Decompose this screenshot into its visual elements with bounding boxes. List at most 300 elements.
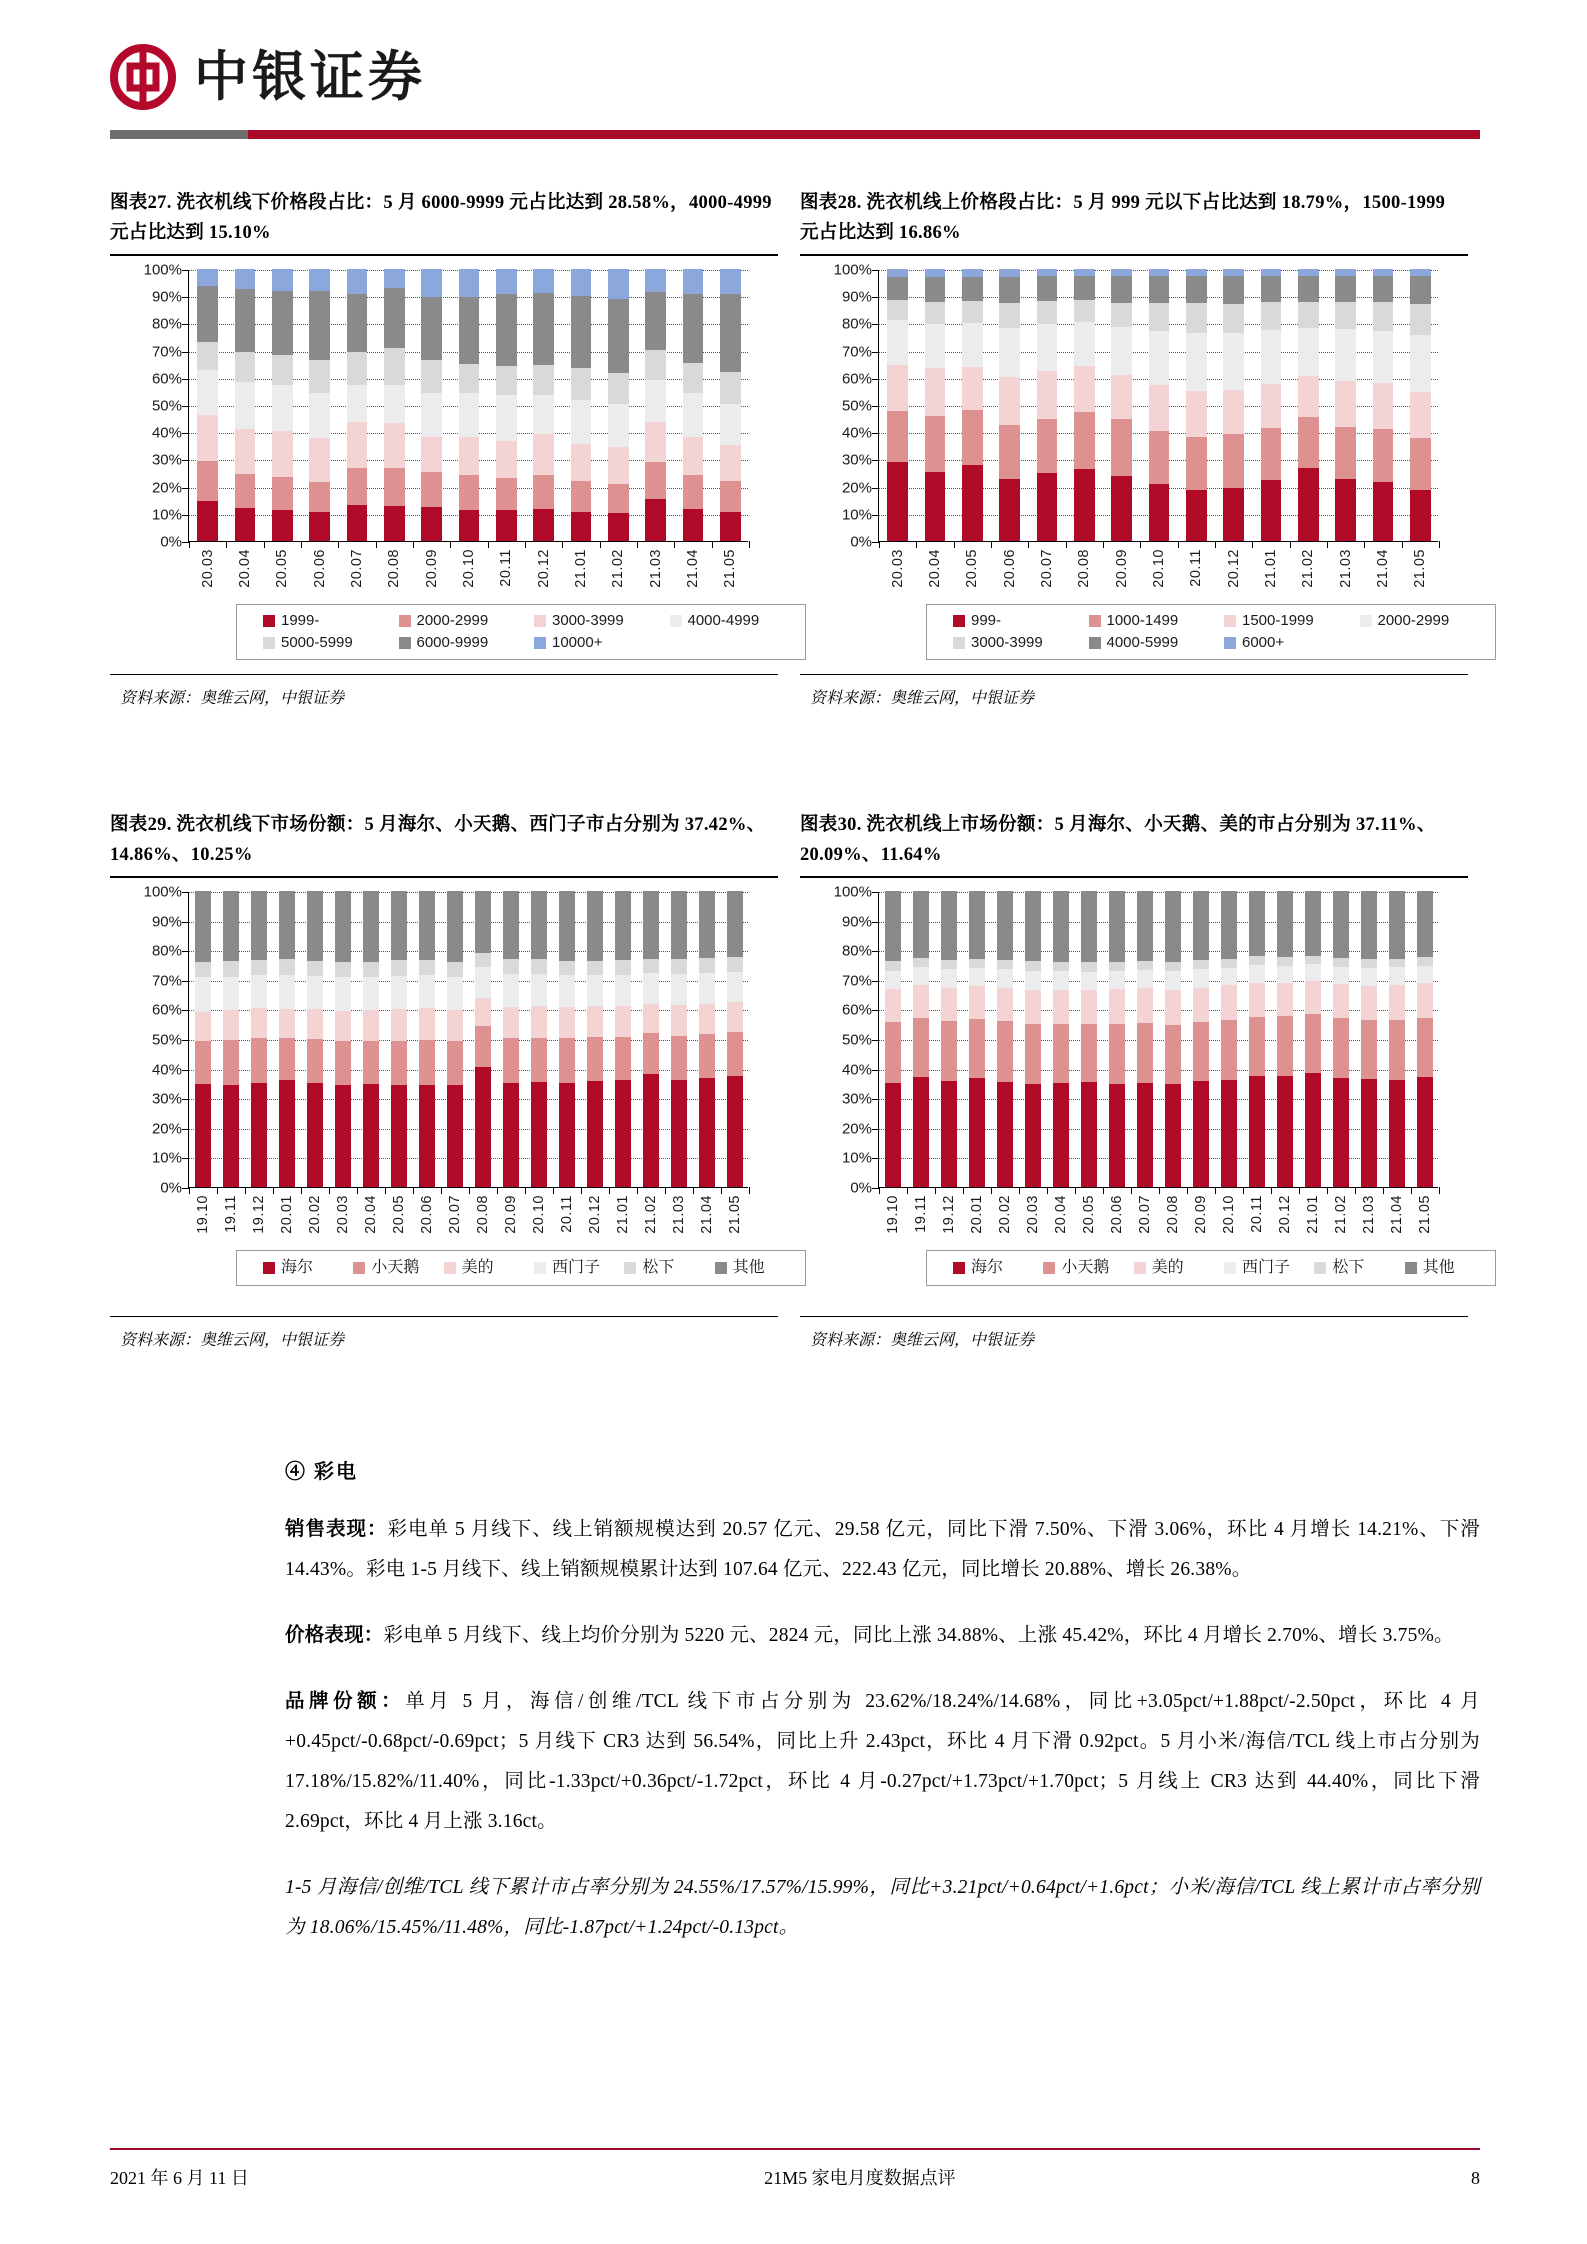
bar-segment	[1137, 891, 1153, 961]
bar-segment	[587, 975, 603, 1006]
gridline	[189, 951, 748, 952]
x-axis-tick-label: 21.02	[1300, 549, 1317, 588]
legend-swatch-icon	[1089, 615, 1101, 627]
y-axis-tick-label: 50%	[841, 397, 872, 415]
legend-item	[1089, 610, 1225, 632]
x-axis-tick-label: 21.04	[1375, 549, 1391, 588]
bar-segment	[1389, 1020, 1405, 1080]
legend-item	[534, 610, 670, 632]
x-axis-tick-label: 21.04	[699, 1195, 715, 1234]
y-axis-tick-label: 50%	[841, 1031, 872, 1049]
y-tick-mark	[182, 515, 189, 516]
bar-segment	[1249, 891, 1265, 956]
x-tick-mark	[1103, 1187, 1104, 1194]
legend-item	[1224, 610, 1360, 632]
stacked-bar	[1305, 891, 1321, 1187]
bar-segment	[1373, 276, 1394, 302]
x-tick-mark	[1066, 541, 1067, 548]
bar-segment	[1389, 891, 1405, 958]
x-tick-mark	[1439, 541, 1440, 548]
chart-fig29	[110, 878, 778, 1316]
gridline	[879, 1158, 1438, 1159]
bar-segment	[1335, 381, 1356, 427]
bar-segment	[720, 269, 741, 294]
legend-item	[953, 610, 1089, 632]
bar-segment	[1165, 1025, 1181, 1084]
legend-label: 美的	[1151, 1259, 1184, 1276]
stacked-bar	[475, 891, 491, 1187]
bar-segment	[235, 382, 256, 429]
bar-segment	[962, 323, 983, 367]
stacked-bar	[925, 269, 946, 541]
bar-segment	[699, 1004, 715, 1035]
bar-segment	[421, 269, 442, 297]
stacked-bar	[447, 891, 463, 1187]
x-axis-tick-label: 21.04	[1389, 1195, 1405, 1234]
y-axis-tick-label: 90%	[151, 288, 182, 306]
legend-swatch-icon	[444, 1262, 456, 1274]
legend-label: 松下	[1332, 1259, 1365, 1276]
bar-segment	[421, 437, 442, 472]
bar-segment	[1410, 392, 1431, 438]
bar-segment	[347, 422, 368, 468]
body-paragraph	[285, 1616, 1480, 1656]
bar-segment	[195, 962, 211, 977]
bar-segment	[1261, 302, 1282, 330]
stacked-bar	[997, 891, 1013, 1187]
legend-item	[263, 610, 399, 632]
bar-segment	[197, 461, 218, 501]
bar-segment	[309, 512, 330, 541]
legend-label: 6000-9999	[416, 634, 489, 651]
bar-segment	[1389, 967, 1405, 985]
bar-segment	[1037, 276, 1058, 301]
bar-segment	[1298, 417, 1319, 468]
bar-segment	[720, 372, 741, 404]
legend-swatch-icon	[1224, 1262, 1236, 1274]
bar-segment	[1165, 990, 1181, 1025]
bar-segment	[1221, 985, 1237, 1019]
bar-segment	[503, 1083, 519, 1187]
stacked-bar	[1333, 891, 1349, 1187]
bar-segment	[671, 959, 687, 974]
bar-segment	[571, 296, 592, 368]
bar-segment	[496, 478, 517, 510]
stacked-bar	[1037, 269, 1058, 541]
y-axis-tick-label: 10%	[841, 1149, 872, 1167]
bar-segment	[887, 300, 908, 320]
bar-segment	[645, 269, 666, 292]
legend-item	[399, 610, 535, 632]
bar-segment	[1186, 490, 1207, 541]
bar-segment	[533, 434, 554, 475]
y-tick-mark	[182, 1188, 189, 1189]
bar-segment	[683, 269, 704, 293]
x-axis-tick-label: 21.01	[615, 1195, 631, 1234]
x-axis-tick-label: 19.12	[251, 1195, 267, 1234]
gridline	[879, 981, 1438, 982]
bar-segment	[571, 512, 592, 541]
bar-segment	[727, 957, 743, 972]
x-axis-tick-label: 20.05	[391, 1195, 407, 1234]
y-axis-tick-label: 60%	[841, 1001, 872, 1019]
x-axis-tick-label: 20.10	[461, 549, 477, 588]
y-tick-mark	[872, 1158, 879, 1159]
bar-segment	[1361, 968, 1377, 986]
gridline	[879, 1129, 1438, 1130]
stacked-bar	[1165, 891, 1181, 1187]
bar-segment	[1111, 375, 1132, 419]
y-tick-mark	[182, 542, 189, 543]
legend-item	[534, 632, 670, 654]
gridline	[189, 1099, 748, 1100]
body-paragraph	[285, 1510, 1480, 1590]
bar-segment	[969, 986, 985, 1019]
bar-segment	[1373, 302, 1394, 330]
bar-segment	[421, 360, 442, 393]
bar-segment	[272, 385, 293, 431]
bar-segment	[1111, 419, 1132, 476]
bar-segment	[1410, 304, 1431, 335]
bar-segment	[1335, 276, 1356, 302]
bar-segment	[1277, 1076, 1293, 1187]
bar-segment	[645, 422, 666, 462]
bar-segment	[1081, 972, 1097, 990]
chart-fig30	[800, 878, 1468, 1316]
y-axis-tick-label: 20%	[841, 479, 872, 497]
x-tick-mark	[385, 1187, 386, 1194]
y-tick-mark	[872, 1129, 879, 1130]
stacked-bar	[615, 891, 631, 1187]
bar-segment	[1074, 276, 1095, 300]
bar-segment	[1074, 412, 1095, 469]
legend-item	[353, 1257, 443, 1279]
bar-segment	[1223, 269, 1244, 276]
bar-segment	[195, 1012, 211, 1042]
stacked-bar	[1298, 269, 1319, 541]
legend-item	[1224, 632, 1360, 654]
stacked-bar	[571, 269, 592, 541]
legend-label: 其他	[732, 1259, 765, 1276]
bar-segment	[925, 324, 946, 369]
bar-segment	[1109, 989, 1125, 1024]
bar-segment	[1037, 269, 1058, 276]
figure-fig27	[110, 188, 778, 708]
bar-segment	[671, 974, 687, 1005]
bar-segment	[885, 989, 901, 1022]
bar-segment	[969, 1019, 985, 1078]
bar-segment	[347, 294, 368, 351]
stacked-bar	[1137, 891, 1153, 1187]
x-tick-mark	[712, 541, 713, 548]
legend-label: 999-	[971, 612, 1002, 629]
legend-label: 海尔	[281, 1259, 314, 1276]
bar-segment	[309, 482, 330, 512]
bar-segment	[1305, 956, 1321, 965]
y-tick-mark	[182, 1158, 189, 1159]
bar-segment	[913, 1018, 929, 1077]
y-tick-mark	[872, 488, 879, 489]
stacked-bar	[1186, 269, 1207, 541]
y-axis-tick-label: 40%	[151, 1061, 182, 1079]
y-axis-tick-label: 60%	[151, 370, 182, 388]
bar-segment	[384, 288, 405, 348]
bar-segment	[571, 400, 592, 444]
bar-segment	[1277, 983, 1293, 1016]
bar-segment	[1193, 1022, 1209, 1081]
legend-swatch-icon	[1224, 637, 1236, 649]
x-axis-tick-label: 20.11	[498, 549, 515, 587]
bar-segment	[1025, 961, 1041, 970]
plot-area	[833, 883, 1438, 1234]
bar-segment	[887, 462, 908, 541]
gridline	[189, 1040, 748, 1041]
legend-swatch-icon	[1405, 1262, 1417, 1274]
legend-item	[263, 632, 399, 654]
bar-segment	[1335, 427, 1356, 479]
bar-segment	[1037, 324, 1058, 371]
bar-segment	[913, 958, 929, 967]
legend-item	[670, 610, 806, 632]
figure-title: 图表27. 洗衣机线下价格段占比：5 月 6000-9999 元占比达到 28.58%，4000-4999 元占比达到 15.10%	[110, 193, 772, 243]
paragraph-text: 1-5 月海信/创维/TCL 线下累计市占率分别为 24.55%/17.57%/15.99%，同比+3.21pct/+0.64pct/+1.6pct；小米/海信/TCL 线上累计市占率分别为 18.06%/15.45%/11.48%，同比-1.87pct/+1.24pct/-0.13pct。	[285, 1877, 1480, 1938]
bar-segment	[459, 393, 480, 437]
bar-segment	[727, 1032, 743, 1076]
bar-segment	[1298, 376, 1319, 417]
bar-segment	[1361, 1020, 1377, 1079]
x-tick-mark	[1047, 1187, 1048, 1194]
y-tick-mark	[182, 270, 189, 271]
x-tick-mark	[637, 1187, 638, 1194]
x-tick-mark	[609, 1187, 610, 1194]
bar-segment	[645, 380, 666, 422]
y-tick-mark	[182, 1070, 189, 1071]
stacked-bar	[608, 269, 629, 541]
bar-segment	[645, 292, 666, 350]
bar-segment	[1081, 962, 1097, 971]
bar-segment	[608, 447, 629, 484]
stacked-bar	[531, 891, 547, 1187]
legend-label: 海尔	[971, 1259, 1004, 1276]
brand-logo	[110, 38, 1480, 116]
stacked-bar	[347, 269, 368, 541]
bar-segment	[384, 269, 405, 288]
figure-source-note: 资料来源：奥维云网，中银证券	[120, 1332, 345, 1349]
bar-segment	[727, 1076, 743, 1187]
legend-item	[1089, 632, 1225, 654]
x-axis-tick-label: 21.05	[727, 1195, 743, 1234]
y-tick-mark	[182, 324, 189, 325]
y-tick-mark	[182, 951, 189, 952]
bar-segment	[1249, 1076, 1265, 1187]
y-axis-tick-label: 40%	[841, 1061, 872, 1079]
y-tick-mark	[872, 922, 879, 923]
bar-segment	[1261, 269, 1282, 276]
bar-segment	[1053, 1024, 1069, 1083]
bar-segment	[699, 1078, 715, 1187]
bar-segment	[391, 976, 407, 1010]
legend-swatch-icon	[534, 1262, 546, 1274]
bar-segment	[347, 505, 368, 541]
bar-segment	[999, 479, 1020, 541]
bar-segment	[885, 1022, 901, 1083]
x-tick-mark	[301, 541, 302, 548]
legend-item	[1134, 1257, 1224, 1279]
x-axis-tick-label: 19.10	[885, 1195, 901, 1234]
legend-item	[1314, 1257, 1404, 1279]
legend-swatch-icon	[263, 637, 275, 649]
bar-segment	[720, 404, 741, 445]
x-tick-mark	[226, 541, 227, 548]
x-axis-tick-label: 21.01	[1305, 1195, 1321, 1234]
legend-swatch-icon	[1089, 637, 1101, 649]
boc-circle-logo-icon	[110, 44, 176, 110]
figure-title: 图表29. 洗衣机线下市场份额：5 月海尔、小天鹅、西门子市占分别为 37.42%、14.86%、10.25%	[110, 815, 766, 865]
plot-area	[143, 883, 748, 1234]
y-tick-mark	[872, 433, 879, 434]
bar-segment	[1335, 479, 1356, 541]
bar-segment	[1298, 302, 1319, 328]
plot-area	[143, 261, 748, 588]
bar-segment	[941, 1021, 957, 1081]
y-axis-tick-label: 90%	[151, 913, 182, 931]
bar-segment	[885, 971, 901, 989]
bar-segment	[496, 366, 517, 395]
bar-segment	[223, 961, 239, 977]
figure-fig30	[800, 810, 1468, 1350]
legend-item	[1224, 1257, 1314, 1279]
y-tick-mark	[872, 951, 879, 952]
x-axis-tick-label: 19.10	[195, 1195, 211, 1234]
bar-segment	[363, 977, 379, 1010]
bar-segment	[419, 960, 435, 975]
bar-segment	[1389, 985, 1405, 1020]
body-paragraph	[285, 1682, 1480, 1842]
x-axis-tick-label: 21.03	[1337, 549, 1354, 588]
figure-title: 图表28. 洗衣机线上价格段占比：5 月 999 元以下占比达到 18.79%，1500-1999 元占比达到 16.86%	[800, 193, 1446, 243]
bar-segment	[496, 510, 517, 541]
figure-fig28	[800, 188, 1468, 708]
bar-segment	[384, 506, 405, 541]
bar-segment	[197, 269, 218, 286]
paragraph-text: 彩电单 5 月线下、线上均价分别为 5220 元、2824 元，同比上涨 34.88%、上涨 45.42%，环比 4 月增长 2.70%、增长 3.75%。	[383, 1625, 1454, 1646]
legend-swatch-icon	[534, 637, 546, 649]
x-axis-tick-label: 20.11	[559, 1195, 575, 1233]
bar-segment	[999, 303, 1020, 328]
stacked-bar	[459, 269, 480, 541]
bar-segment	[1074, 300, 1095, 322]
x-axis-tick-label: 20.12	[587, 1195, 603, 1234]
bar-segment	[1037, 371, 1058, 419]
bar-segment	[727, 891, 743, 957]
bar-segment	[307, 1083, 323, 1187]
bar-segment	[335, 1041, 351, 1085]
gridline	[189, 922, 748, 923]
bar-segment	[1223, 333, 1244, 390]
bar-segment	[1221, 968, 1237, 986]
legend-label: 4000-4999	[687, 612, 760, 629]
bar-segment	[885, 1083, 901, 1187]
bar-segment	[1249, 1017, 1265, 1077]
bar-segment	[997, 891, 1013, 960]
bar-segment	[683, 475, 704, 508]
y-tick-mark	[872, 270, 879, 271]
bar-segment	[913, 985, 929, 1018]
bar-segment	[643, 1004, 659, 1033]
bar-segment	[925, 269, 946, 277]
x-axis-tick-label: 20.08	[386, 549, 403, 588]
y-axis-tick-label: 70%	[841, 343, 872, 361]
bar-segment	[335, 891, 351, 962]
footer-date: 2021 年 6 月 11 日	[110, 2168, 249, 2188]
legend-item	[1360, 610, 1496, 632]
legend-swatch-icon	[534, 615, 546, 627]
legend-item	[444, 1257, 534, 1279]
x-tick-mark	[935, 1187, 936, 1194]
legend-label: 美的	[461, 1259, 494, 1276]
x-axis-tick-label: 20.04	[1053, 1195, 1069, 1234]
x-axis-tick-label: 20.01	[969, 1195, 985, 1234]
x-axis-tick-label: 20.02	[997, 1195, 1013, 1234]
bar-segment	[335, 1011, 351, 1041]
bar-segment	[720, 481, 741, 512]
bar-segment	[1261, 330, 1282, 384]
bar-segment	[615, 975, 631, 1006]
x-tick-mark	[991, 541, 992, 548]
bar-segment	[1165, 1084, 1181, 1187]
y-axis-tick-label: 0%	[160, 533, 182, 551]
x-tick-mark	[1215, 541, 1216, 548]
bar-segment	[727, 1002, 743, 1032]
x-tick-mark	[963, 1187, 964, 1194]
bar-segment	[887, 365, 908, 411]
bar-segment	[1037, 301, 1058, 324]
bar-segment	[571, 444, 592, 482]
gridline	[189, 1010, 748, 1011]
stacked-bar	[363, 891, 379, 1187]
legend-swatch-icon	[1043, 1262, 1055, 1274]
stacked-bar	[941, 891, 957, 1187]
page-footer	[110, 2148, 1480, 2190]
x-tick-mark	[1131, 1187, 1132, 1194]
bar-segment	[197, 342, 218, 370]
bar-segment	[559, 891, 575, 961]
legend-swatch-icon	[670, 615, 682, 627]
y-tick-mark	[872, 406, 879, 407]
x-tick-mark	[1364, 541, 1365, 548]
legend-label: 5000-5999	[281, 634, 353, 651]
bar-segment	[645, 350, 666, 380]
figure-source-note: 资料来源：奥维云网，中银证券	[120, 690, 345, 707]
bar-segment	[384, 385, 405, 423]
bar-segment	[235, 269, 256, 289]
chart-legend	[236, 1250, 806, 1286]
bar-segment	[197, 501, 218, 541]
bar-segment	[925, 302, 946, 324]
legend-label: 1500-1999	[1242, 612, 1314, 629]
bar-segment	[1335, 269, 1356, 276]
bar-segment	[384, 468, 405, 506]
stacked-bar	[1373, 269, 1394, 541]
x-tick-mark	[1299, 1187, 1300, 1194]
bar-segment	[421, 472, 442, 507]
y-tick-mark	[872, 352, 879, 353]
y-axis-tick-label: 10%	[841, 506, 872, 524]
bar-segment	[272, 291, 293, 355]
legend-label: 西门子	[1241, 1259, 1290, 1276]
bar-segment	[1361, 891, 1377, 959]
stacked-bar	[885, 891, 901, 1187]
